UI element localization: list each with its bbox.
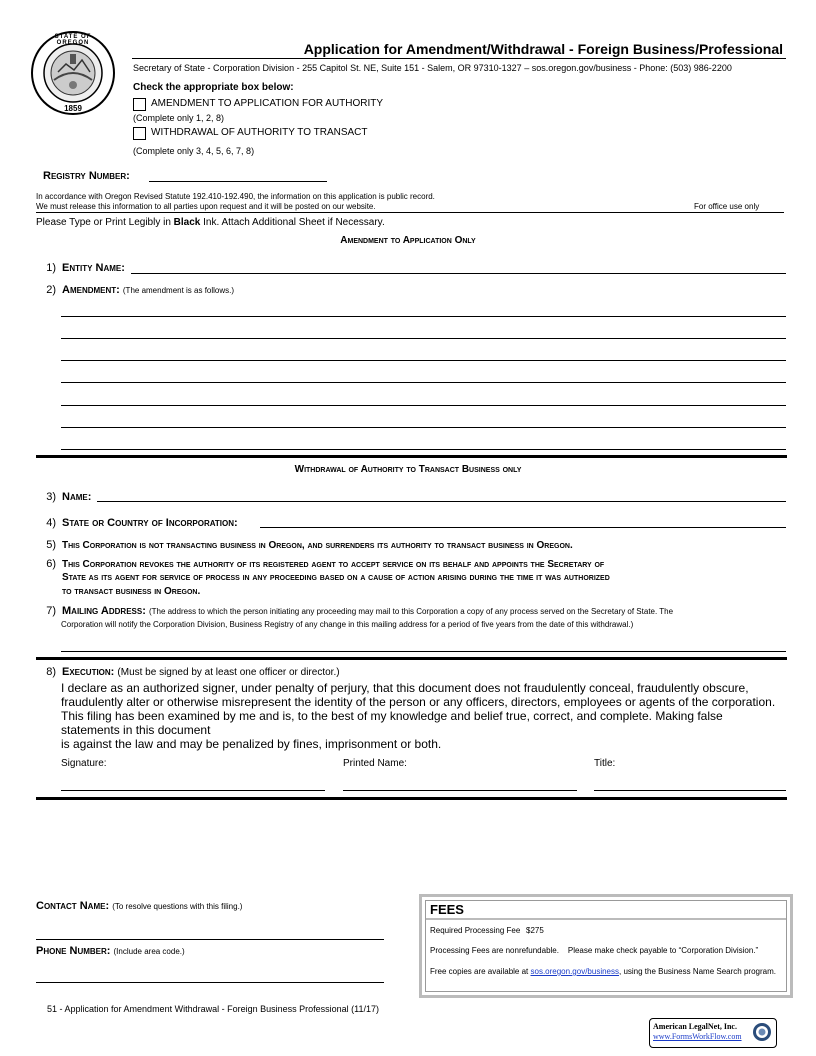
execution-line-2: fraudulently alter or otherwise misrepresent the identity of the person or any officers, directors, employees or agents of the corporation. [61, 695, 776, 709]
section-divider [36, 455, 787, 458]
item-6-text-1: This Corporation revokes the authority of its registered agent to accept service on its behalf and appoints the Secretary of [62, 559, 605, 570]
free-copies [430, 967, 776, 976]
incorporation-field[interactable] [260, 527, 786, 528]
fees-box [419, 894, 793, 998]
title-field[interactable] [594, 790, 786, 791]
mailing-address-note-1: (The address to which the person initiating any proceeding may mail to this Corporation a copy of any process served on the Secretary of State. The [148, 607, 674, 616]
contact-name [36, 900, 242, 912]
phone-number-field[interactable] [36, 982, 384, 983]
form-title: Application for Amendment/Withdrawal - Foreign Business/Professional [303, 41, 783, 57]
form-id: 51 - Application for Amendment Withdrawal - Foreign Business Professional (11/17) [47, 1004, 379, 1014]
execution-line-5: is against the law and may be penalized by fines, imprisonment or both. [61, 737, 442, 751]
fees-heading: FEES [430, 902, 464, 917]
title-underline [132, 58, 786, 59]
amendment-line[interactable] [61, 338, 786, 339]
entity-name-label: Entity Name: [62, 262, 125, 274]
contact-name-field[interactable] [36, 939, 384, 940]
phone-number-label: Phone Number: [36, 945, 111, 957]
item-6-text-3: to transact business in Oregon. [62, 586, 201, 597]
signature-label: Signature: [61, 758, 107, 769]
item-6-text-2: State as its agent for service of process in any proceeding based on a cause of action arising during the time it was authorized [62, 572, 610, 583]
contact-name-label: Contact Name: [36, 900, 110, 912]
execution-line-1: I declare as an authorized signer, under penalty of perjury, that this document does not fraudulently conceal, fraudulently obscure, [61, 681, 749, 695]
amendment-section-heading: Amendment to Application Only [340, 235, 476, 246]
mailing-address-note-2: Corporation will notify the Corporation Division, Business Registry of any change in this mailing address for a period of five years from the date of this withdrawal.) [61, 620, 634, 629]
section-divider [36, 657, 787, 660]
instructions-before: Please Type or Print Legibly in [36, 217, 174, 228]
amendment-line[interactable] [61, 360, 786, 361]
item-5-number: 5) [46, 539, 56, 551]
execution-label: Execution: [62, 666, 115, 678]
name-label: Name: [62, 491, 92, 503]
agency-line: Secretary of State - Corporation Division - 255 Capitol St. NE, Suite 151 - Salem, OR 97310-1327 – sos.oregon.gov/business - Phone: (503) 986-2200 [133, 63, 732, 73]
item-1-number: 1) [46, 262, 56, 274]
amendment-checkbox[interactable] [133, 98, 146, 111]
seal-year: 1859 [64, 104, 82, 113]
section-divider [36, 797, 787, 800]
mailing-address-field[interactable] [61, 651, 786, 652]
title-label: Title: [594, 758, 616, 769]
registry-number-field[interactable] [149, 181, 327, 182]
name-field[interactable] [97, 501, 786, 502]
item-5 [36, 539, 573, 551]
fees-nonrefundable: Processing Fees are nonrefundable. Please make check payable to “Corporation Division.” [430, 946, 759, 955]
office-use-label: For office use only [694, 202, 760, 211]
required-fee-amount: $275 [526, 926, 544, 935]
seal-text: STATE OF OREGON [54, 34, 92, 46]
item-4-number: 4) [46, 517, 56, 529]
withdrawal-note: (Complete only 3, 4, 5, 6, 7, 8) [133, 146, 255, 156]
required-fee-label: Required Processing Fee [430, 926, 521, 935]
item-8 [36, 666, 340, 678]
free-copies-before: Free copies are available at [430, 967, 531, 976]
sos-business-link[interactable]: sos.oregon.gov/business [530, 967, 619, 976]
item-3-number: 3) [46, 491, 56, 503]
state-seal [30, 30, 116, 116]
item-4 [36, 517, 238, 529]
execution-line-3: This filing has been examined by me and is, to the best of my knowledge and belief true, correct, and complete. Making false [61, 709, 723, 723]
fees-heading-rule [426, 918, 786, 920]
item-6-number: 6) [46, 558, 56, 570]
instructions-after: Ink. Attach Additional Sheet if Necessary. [200, 217, 385, 228]
item-2-number: 2) [46, 284, 56, 296]
notice-line-2: We must release this information to all parties upon request and it will be posted on our website. [36, 202, 376, 211]
withdrawal-section-heading: Withdrawal of Authority to Transact Business only [294, 464, 522, 475]
execution-line-4: statements in this document [61, 723, 211, 737]
amendment-label: Amendment: [62, 284, 120, 296]
checkbox-heading: Check the appropriate box below: [133, 82, 294, 93]
registry-number-label: Registry Number: [43, 170, 130, 182]
item-5-text: This Corporation is not transacting business in Oregon, and surrenders its authority to transact business in Oregon. [62, 540, 573, 551]
amendment-note: (The amendment is as follows.) [122, 286, 235, 295]
amendment-note: (Complete only 1, 2, 8) [133, 113, 225, 123]
item-8-number: 8) [46, 666, 56, 678]
item-1 [36, 262, 125, 274]
printed-name-label: Printed Name: [343, 758, 407, 769]
publisher-name: American LegalNet, Inc. [653, 1022, 737, 1031]
phone-number [36, 945, 185, 957]
instructions [36, 217, 385, 228]
item-7-number: 7) [46, 605, 56, 617]
entity-name-field[interactable] [131, 273, 786, 274]
free-copies-after: , using the Business Name Search program. [619, 967, 776, 976]
amendment-line[interactable] [61, 405, 786, 406]
signature-field[interactable] [61, 790, 325, 791]
printed-name-field[interactable] [343, 790, 577, 791]
item-6 [36, 558, 604, 570]
notice-divider [36, 212, 784, 213]
item-2 [36, 284, 234, 296]
contact-name-note: (To resolve questions with this filing.) [112, 902, 243, 911]
notice-line-1: In accordance with Oregon Revised Statute 192.410-192.490, the information on this application is public record. [36, 192, 435, 201]
item-7 [36, 605, 673, 617]
amendment-line[interactable] [61, 427, 786, 428]
publisher-badge[interactable] [649, 1018, 777, 1048]
amendment-checkbox-label: AMENDMENT TO APPLICATION FOR AUTHORITY [151, 98, 384, 109]
amendment-line[interactable] [61, 316, 786, 317]
execution-note: (Must be signed by at least one officer or director.) [117, 667, 340, 678]
item-3 [36, 491, 91, 503]
amendment-line[interactable] [61, 449, 786, 450]
withdrawal-checkbox[interactable] [133, 127, 146, 140]
incorporation-label: State or Country of Incorporation: [62, 517, 238, 529]
withdrawal-checkbox-label: WITHDRAWAL OF AUTHORITY TO TRANSACT [151, 127, 368, 138]
publisher-url: www.FormsWorkFlow.com [653, 1032, 742, 1041]
instructions-bold: Black [173, 217, 201, 228]
mailing-address-label: Mailing Address: [62, 605, 146, 617]
publisher-logo-icon [752, 1022, 772, 1042]
fees-inner [425, 900, 787, 992]
phone-number-note: (Include area code.) [113, 947, 185, 956]
amendment-line[interactable] [61, 382, 786, 383]
